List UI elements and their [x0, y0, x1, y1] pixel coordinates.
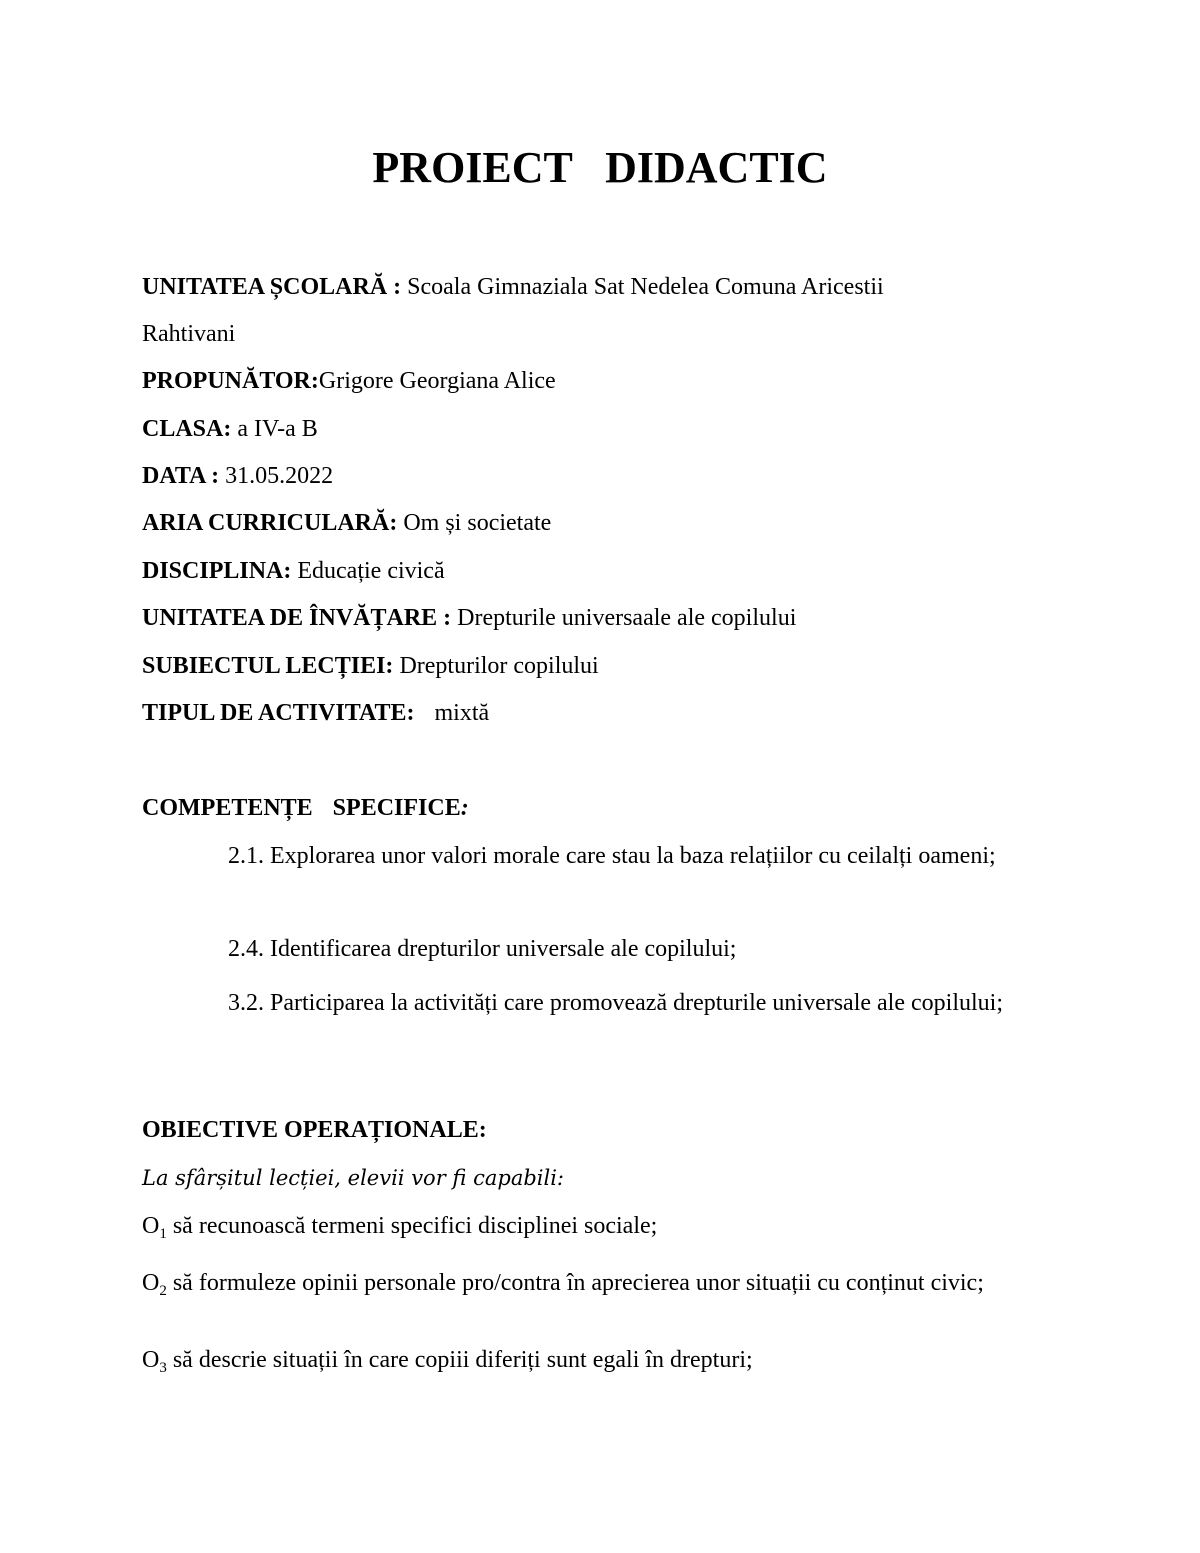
- obiectiv-label: O: [142, 1270, 160, 1296]
- section-heading: OBIECTIVE OPERAȚIONALE:: [142, 1117, 487, 1143]
- obiectiv-label: O: [142, 1213, 160, 1239]
- field-value: Drepturilor copilului: [399, 653, 599, 679]
- obiectiv-index: 2: [159, 1283, 167, 1299]
- field-label: TIPUL DE ACTIVITATE:: [142, 700, 415, 726]
- heading-colon: :: [460, 795, 469, 821]
- competente-heading: [142, 793, 469, 823]
- field-label: UNITATEA ȘCOLARĂ :: [142, 274, 402, 300]
- obiective-intro: La sfârșitul lecției, elevii vor fi capabili:: [142, 1166, 565, 1190]
- field-label: CLASA:: [142, 416, 232, 442]
- field-unitatea-scolara: [142, 272, 884, 302]
- field-disciplina: [142, 556, 445, 586]
- obiectiv-text: să recunoască termeni specifici disciplinei sociale;: [166, 1213, 658, 1239]
- obiectiv-item: [142, 1345, 753, 1375]
- field-value: 31.05.2022: [225, 463, 334, 489]
- field-aria-curriculara: [142, 508, 551, 538]
- field-label: DISCIPLINA:: [142, 558, 292, 584]
- field-value: Grigore Georgiana Alice: [318, 368, 556, 394]
- field-value: mixtă: [434, 700, 490, 726]
- field-label: UNITATEA DE ÎNVĂȚARE :: [142, 605, 452, 631]
- competenta-item: 3.2. Participarea la activități care promovează drepturile universale ale copilului;: [228, 990, 1003, 1016]
- field-label: PROPUNĂTOR:: [142, 368, 319, 394]
- field-label: SUBIECTUL LECȚIEI:: [142, 653, 394, 679]
- document-title: PROIECT DIDACTIC: [372, 143, 828, 192]
- field-value: Scoala Gimnaziala Sat Nedelea Comuna Aricestii: [407, 274, 884, 300]
- field-subiectul: [142, 651, 599, 681]
- field-propunator: [142, 366, 556, 396]
- field-value: Drepturile universaale ale copilului: [457, 605, 797, 631]
- obiectiv-index: 1: [159, 1226, 167, 1242]
- obiectiv-item: [142, 1211, 657, 1241]
- field-data: [142, 461, 333, 491]
- obiectiv-item: [142, 1268, 1042, 1298]
- field-value: Educație civică: [297, 558, 445, 584]
- field-value: a IV-a B: [237, 416, 318, 442]
- section-heading: COMPETENȚE SPECIFICE: [142, 795, 461, 821]
- obiectiv-index: 3: [159, 1360, 167, 1376]
- field-label: DATA :: [142, 463, 220, 489]
- obiective-heading: [142, 1115, 487, 1145]
- competenta-item: 2.4. Identificarea drepturilor universale ale copilului;: [228, 936, 737, 962]
- field-clasa: [142, 414, 318, 444]
- field-value: Rahtivani: [142, 321, 236, 347]
- obiectiv-text: să descrie situații în care copiii diferiți sunt egali în drepturi;: [166, 1347, 753, 1373]
- field-label: ARIA CURRICULARĂ:: [142, 510, 398, 536]
- field-tipul: [142, 698, 489, 728]
- competenta-item: 2.1. Explorarea unor valori morale care stau la baza relațiilor cu ceilalți oameni;: [228, 843, 996, 869]
- obiectiv-label: O: [142, 1347, 160, 1373]
- field-unitatea-invatare: [142, 603, 796, 633]
- field-unitatea-scolara-cont: [142, 319, 235, 349]
- obiectiv-text: să formuleze opinii personale pro/contra în aprecierea unor situații cu conținut civic;: [166, 1270, 984, 1296]
- field-value: Om și societate: [403, 510, 552, 536]
